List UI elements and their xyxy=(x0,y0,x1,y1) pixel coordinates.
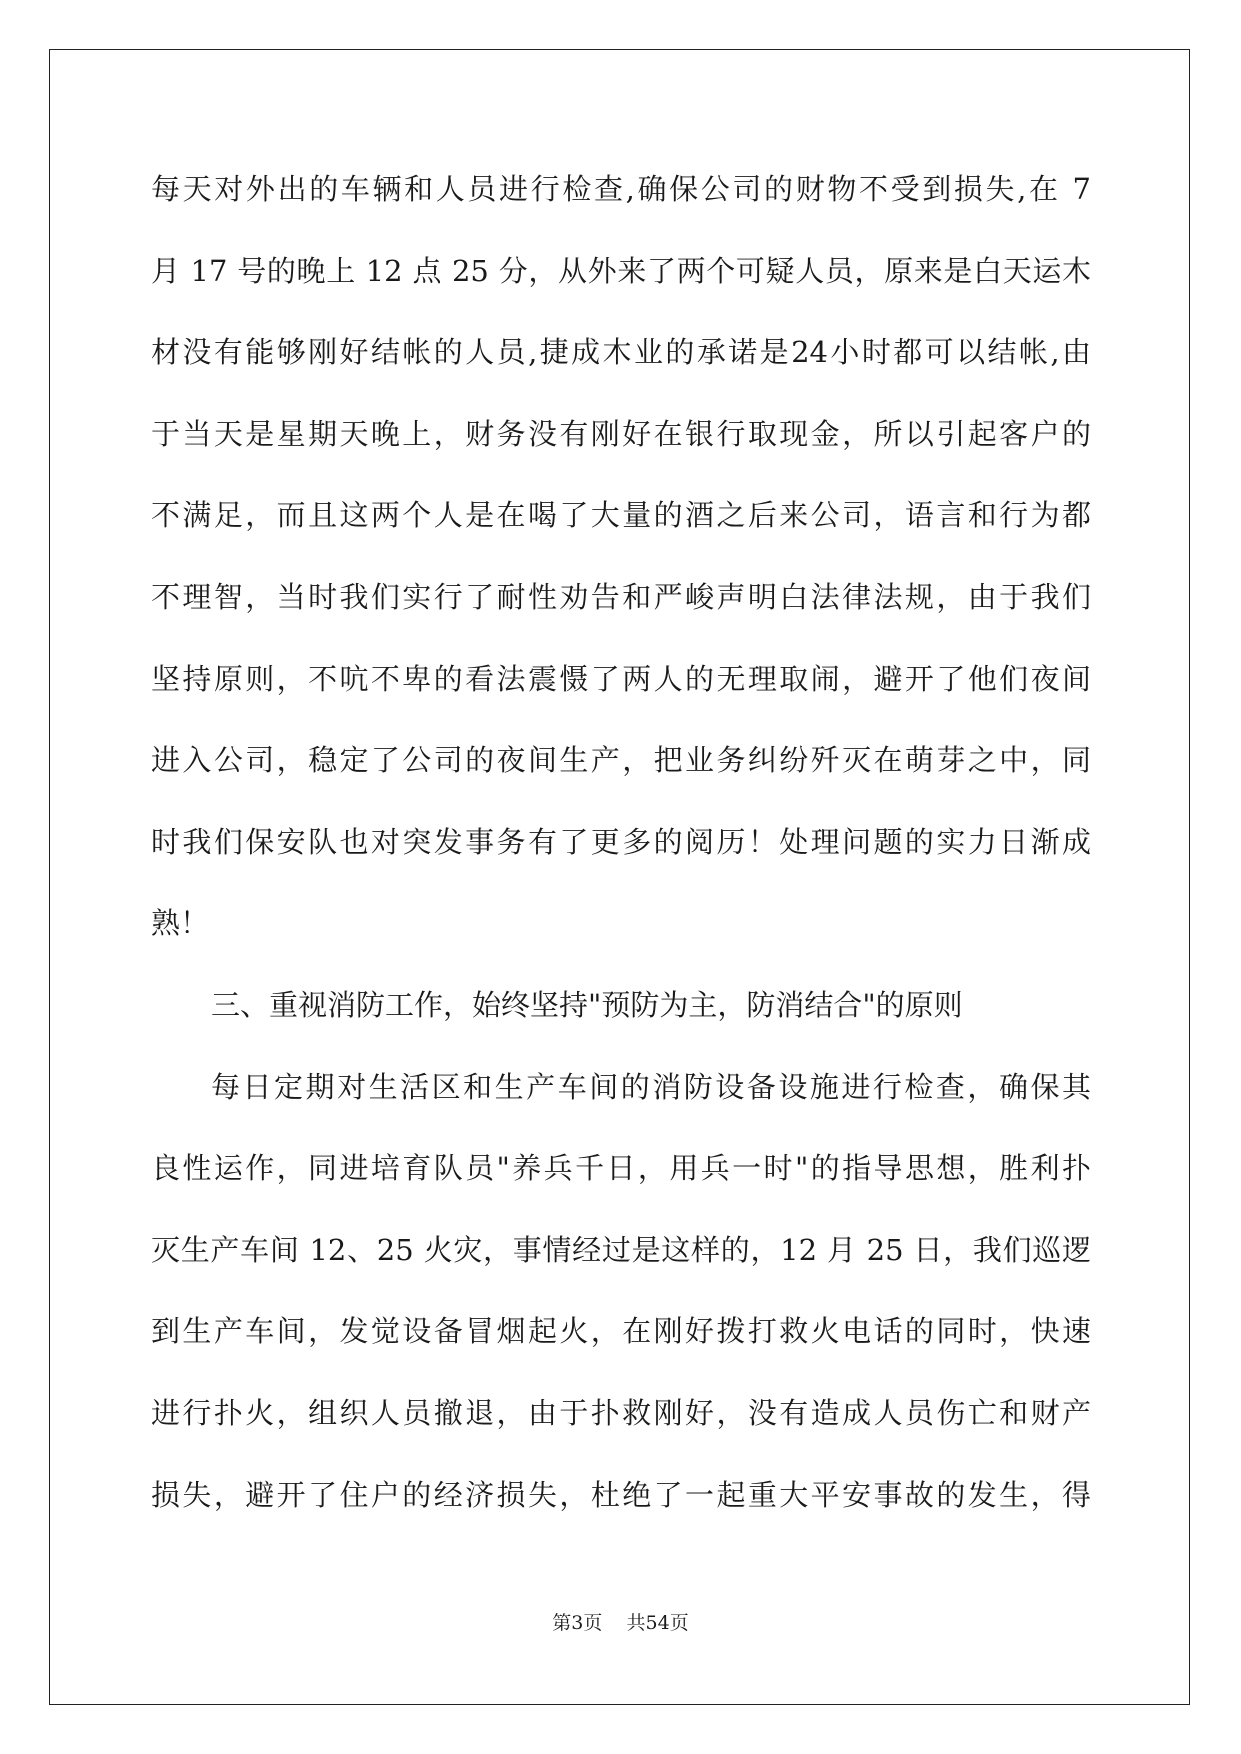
text-line-12: 每日定期对生活区和生产车间的消防设备设施进行检查，确保其 xyxy=(211,1069,1091,1104)
text-line-8: 进入公司，稳定了公司的夜间生产，把业务纠纷歼灭在萌芽之中，同 xyxy=(151,743,1091,778)
text-line-14: 灭生产车间 12、25 火灾，事情经过是这样的，12 月 25 日，我们巡逻 xyxy=(151,1232,1091,1267)
text-line-17: 损失，避开了住户的经济损失，杜绝了一起重大平安事故的发生，得 xyxy=(151,1477,1091,1512)
text-line-5: 不满足，而且这两个人是在喝了大量的酒之后来公司，语言和行为都 xyxy=(151,498,1091,533)
text-line-2: 月 17 号的晚上 12 点 25 分，从外来了两个可疑人员，原来是白天运木 xyxy=(151,253,1091,288)
text-line-9: 时我们保安队也对突发事务有了更多的阅历！处理问题的实力日渐成 xyxy=(151,824,1091,859)
section-heading: 三、重视消防工作，始终坚持"预防为主，防消结合"的原则 xyxy=(211,987,963,1022)
text-line-13: 良性运作，同进培育队员"养兵千日，用兵一时"的指导思想，胜利扑 xyxy=(151,1151,1091,1186)
text-line-10: 熟！ xyxy=(151,906,210,941)
text-line-16: 进行扑火，组织人员撤退，由于扑救刚好，没有造成人员伤亡和财产 xyxy=(151,1395,1091,1430)
text-line-6: 不理智，当时我们实行了耐性劝告和严峻声明白法律法规，由于我们 xyxy=(151,579,1091,614)
text-line-7: 坚持原则，不吭不卑的看法震慑了两人的无理取闹，避开了他们夜间 xyxy=(151,661,1091,696)
page-number-footer: 第3页 共54页 xyxy=(552,1612,689,1634)
text-line-1: 每天对外出的车辆和人员进行检查,确保公司的财物不受到损失,在 7 xyxy=(151,172,1091,206)
text-line-15: 到生产车间，发觉设备冒烟起火，在刚好拨打救火电话的同时，快速 xyxy=(151,1314,1091,1349)
text-line-3: 材没有能够刚好结帐的人员,捷成木业的承诺是24小时都可以结帐,由 xyxy=(151,335,1091,370)
text-line-4: 于当天是星期天晚上，财务没有刚好在银行取现金，所以引起客户的 xyxy=(151,416,1091,451)
document-body xyxy=(151,160,1091,1547)
